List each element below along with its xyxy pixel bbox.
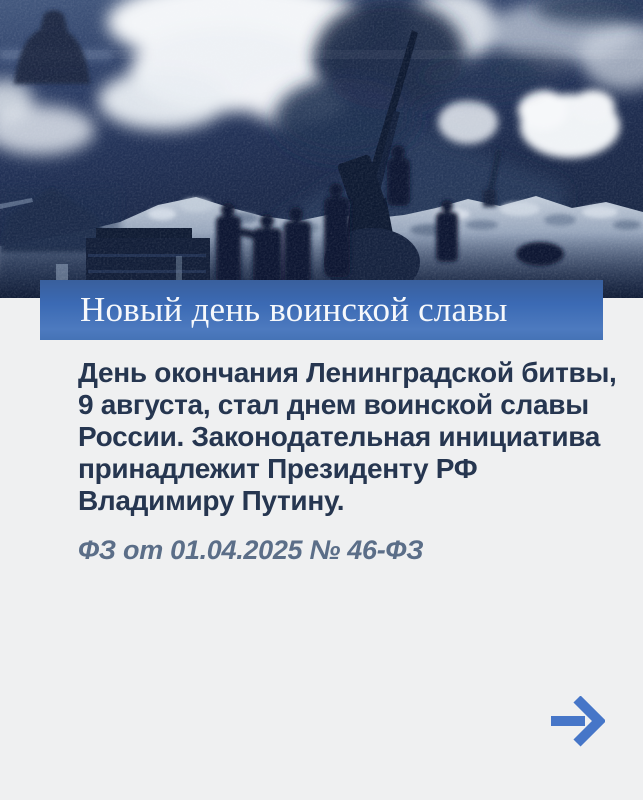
body-line: Владимиру Путину.	[78, 485, 345, 516]
body-line: России. Законодательная инициатива	[78, 421, 601, 452]
anti-aircraft-gun-photo	[0, 0, 643, 298]
body-text	[78, 357, 618, 517]
next-arrow-button[interactable]	[549, 696, 605, 748]
arrow-right-icon	[549, 696, 605, 748]
body-line: 9 августа, стал днем воинской славы	[78, 389, 589, 420]
title-banner	[40, 280, 603, 340]
body-line: День окончания Ленинградской битвы,	[78, 357, 617, 388]
body-line: принадлежит Президенту РФ	[78, 453, 478, 484]
photo-illustration	[0, 0, 643, 298]
banner-title: Новый день воинской славы	[80, 290, 508, 329]
law-reference: ФЗ от 01.04.2025 № 46-ФЗ	[78, 535, 424, 565]
